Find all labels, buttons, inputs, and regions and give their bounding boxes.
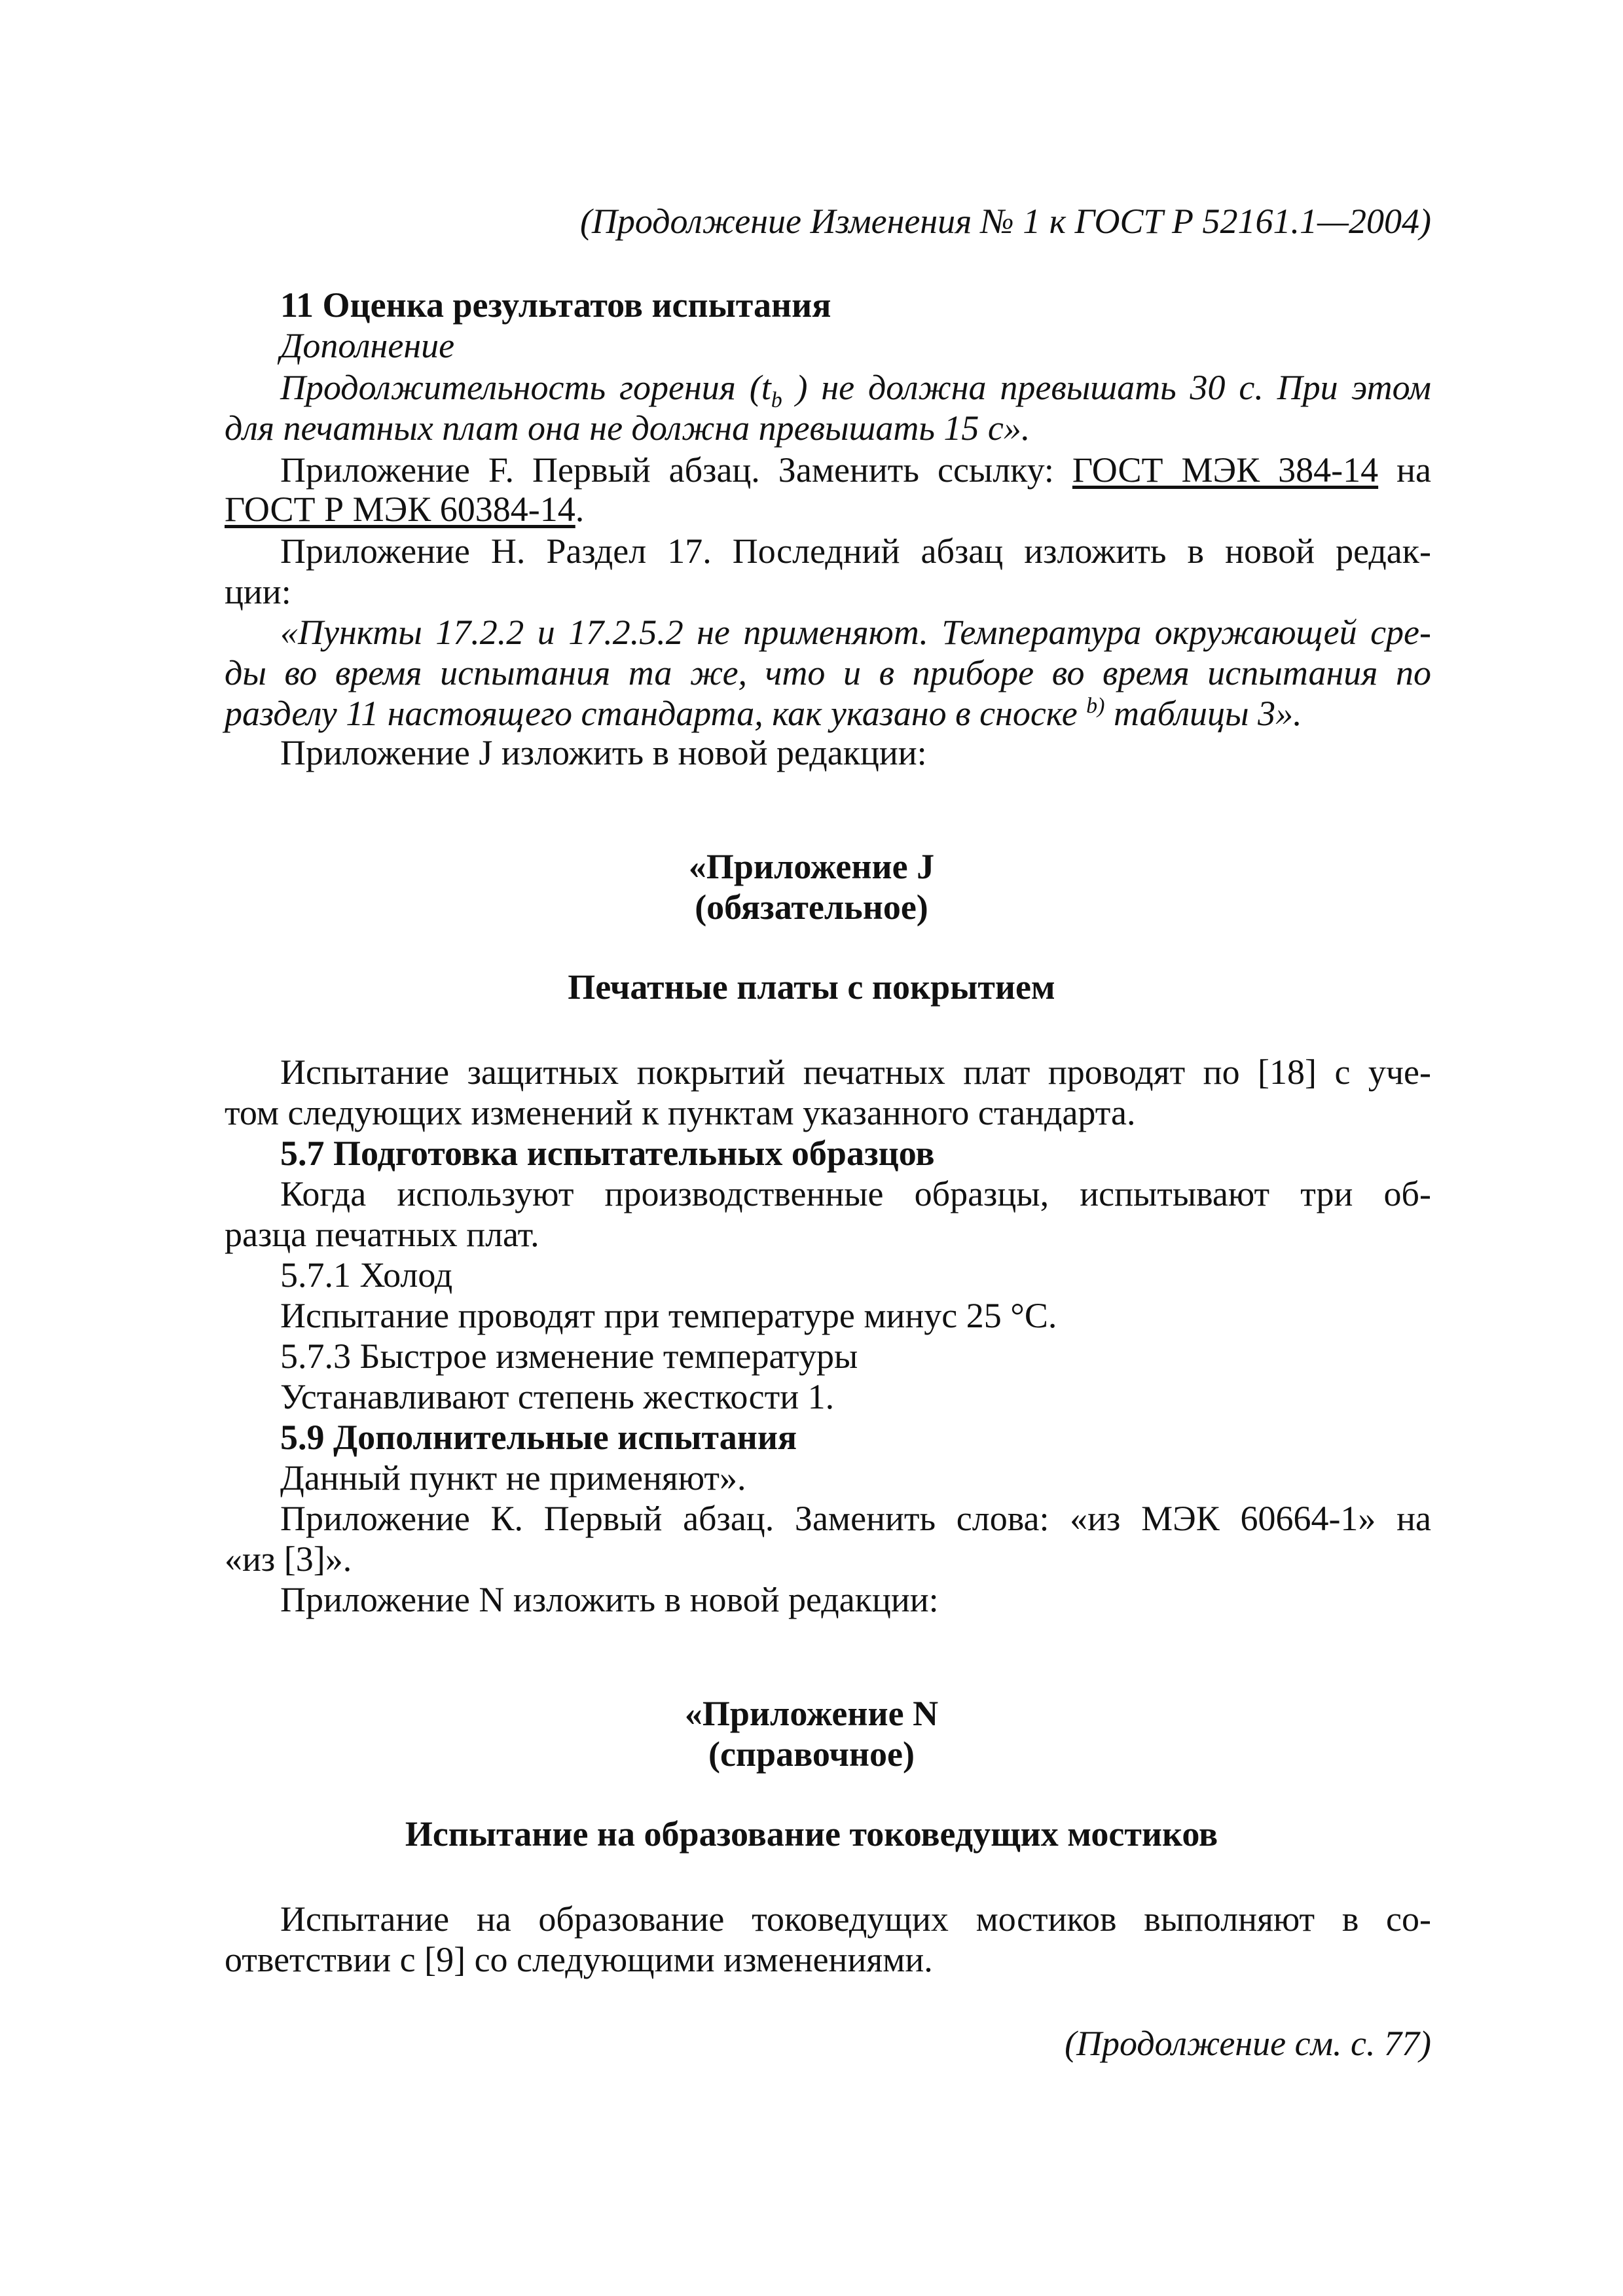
annex-k-line-2: «из [3]». bbox=[225, 1539, 352, 1579]
section-5-7-1-text: Испытание проводят при температуре минус 25 °С. bbox=[280, 1296, 1057, 1335]
gost-r-iec-60384-14-reference: ГОСТ Р МЭК 60384-14 bbox=[225, 490, 575, 529]
annex-k-line-1: Приложение К. Первый абзац. Заменить слова: «из МЭК 60664-1» на bbox=[280, 1499, 1431, 1538]
section-5-7-3-title: 5.7.3 Быстрое изменение температуры bbox=[280, 1336, 858, 1376]
annex-h-line-1: Приложение Н. Раздел 17. Последний абзац изложить в новой редак- bbox=[280, 531, 1431, 571]
section-5-9-title: 5.9 Дополнительные испытания bbox=[280, 1418, 797, 1457]
section-5-7-line-2: разца печатных плат. bbox=[225, 1215, 539, 1254]
annex-j-intro: Приложение J изложить в новой редакции: bbox=[280, 733, 927, 772]
annex-j-status: (обязательное) bbox=[695, 888, 928, 927]
annex-n-paragraph-line-2: ответствии с [9] со следующими изменениями. bbox=[225, 1940, 933, 1979]
section-5-7-line-1: Когда используют производственные образцы, испытывают три об- bbox=[280, 1174, 1431, 1213]
annex-h-quote-line-3: разделу 11 настоящего стандарта, как указано в сноске $^{b)}$ таблицы 3». bbox=[225, 694, 1302, 733]
continuation-footer: (Продолжение см. с. 77) bbox=[1065, 2024, 1431, 2063]
addition-label: Дополнение bbox=[280, 326, 455, 365]
annex-n-heading: Испытание на образование токоведущих мостиков bbox=[405, 1814, 1218, 1854]
section-11-title: 11 Оценка результатов испытания bbox=[280, 285, 831, 325]
continuation-header: (Продолжение Изменения № 1 к ГОСТ Р 52161.1—2004) bbox=[579, 202, 1431, 241]
annex-n-status: (справочное) bbox=[708, 1734, 915, 1774]
section-5-7-title: 5.7 Подготовка испытательных образцов bbox=[280, 1134, 935, 1173]
s11-paragraph-line-1: Продолжительность горения ($t_b$ ) не должна превышать 30 с. При этом bbox=[280, 368, 1431, 412]
annex-n-title: «Приложение N bbox=[684, 1694, 939, 1733]
annex-j-paragraph-line-2: том следующих изменений к пунктам указанного стандарта. bbox=[225, 1093, 1136, 1132]
section-5-7-3-text: Устанавливают степень жесткости 1. bbox=[280, 1377, 835, 1416]
annex-n-intro: Приложение N изложить в новой редакции: bbox=[280, 1580, 939, 1619]
gost-iec-384-14-reference: ГОСТ МЭК 384-14 bbox=[1072, 450, 1379, 490]
annex-j-heading: Печатные платы с покрытием bbox=[568, 967, 1055, 1007]
annex-j-paragraph-line-1: Испытание защитных покрытий печатных плат проводят по [18] с уче- bbox=[280, 1052, 1431, 1092]
annex-h-quote-line-1: «Пункты 17.2.2 и 17.2.5.2 не применяют. Температура окружающей сре- bbox=[280, 613, 1431, 652]
annex-f-line-2: ГОСТ Р МЭК 60384-14. bbox=[225, 490, 585, 529]
section-5-9-text: Данный пункт не применяют». bbox=[280, 1458, 746, 1498]
s11-paragraph-line-2: для печатных плат она не должна превышать 15 с». bbox=[225, 408, 1030, 448]
annex-n-paragraph-line-1: Испытание на образование токоведущих мостиков выполняют в со- bbox=[280, 1899, 1431, 1939]
annex-h-quote-line-2: ды во время испытания та же, что и в приборе во время испытания по bbox=[225, 653, 1431, 692]
section-5-7-1-title: 5.7.1 Холод bbox=[280, 1255, 453, 1295]
annex-j-title: «Приложение J bbox=[688, 847, 935, 886]
annex-h-line-2: ции: bbox=[225, 572, 291, 611]
annex-f-line-1: Приложение F. Первый абзац. Заменить ссылку: ГОСТ МЭК 384-14 на bbox=[280, 450, 1431, 490]
